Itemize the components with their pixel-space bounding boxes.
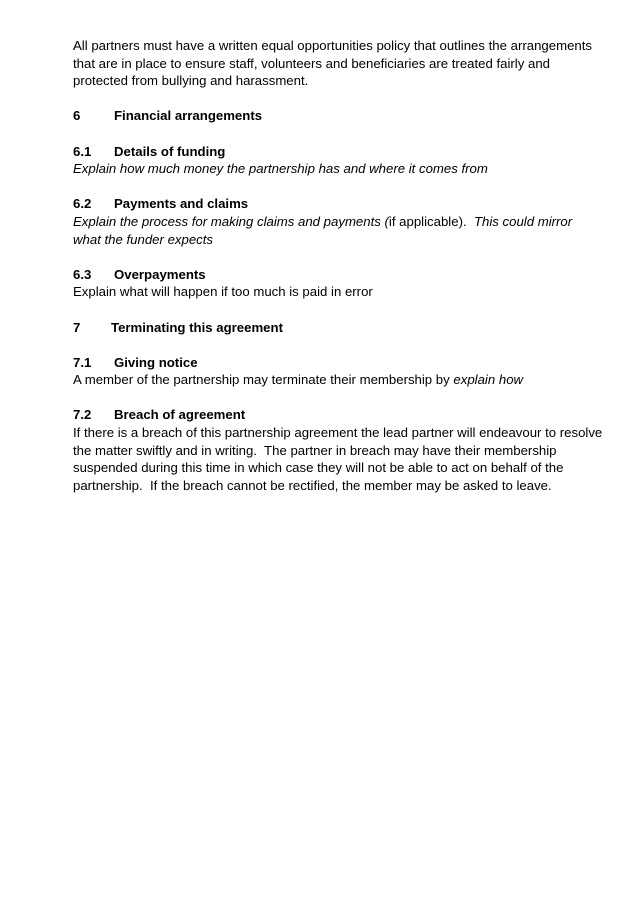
spacer xyxy=(73,301,603,319)
subsection-heading-7-1 xyxy=(73,354,603,372)
guidance-text: This could mirror what the funder expects xyxy=(73,213,573,247)
subsection-body-6-2 xyxy=(73,213,603,248)
body-text: if applicable). xyxy=(388,213,474,229)
subsection-number: 7.1 xyxy=(73,354,92,370)
subsection-heading-7-2 xyxy=(73,406,603,424)
subsection-title: Breach of agreement xyxy=(114,407,246,423)
subsection-heading-6-2 xyxy=(73,195,603,213)
guidance-text: Explain the process for making claims and payments ( xyxy=(73,213,389,229)
subsection-body-7-2: If there is a breach of this partnership agreement the lead partner will endeavour to resolve the matter swiftly and in writing. The partner in breach may have their membership suspended during this time in which case they will not be able to act on behalf of the partnership. If the breach cannot be rectified, the member may be asked to leave. xyxy=(73,425,606,493)
guidance-text: explain how xyxy=(453,372,524,388)
subsection-heading-6-1 xyxy=(73,143,603,161)
guidance-text: Explain how much money the partnership has and where it comes from xyxy=(73,161,488,177)
subsection-number: 6.3 xyxy=(73,266,92,282)
spacer xyxy=(73,125,603,143)
document-page xyxy=(73,37,606,494)
intro-paragraph: All partners must have a written equal opportunities policy that outlines the arrangements that are in place to ensure staff, volunteers and beneficiaries are treated fairly and protected from bullying and harassment. xyxy=(73,38,592,89)
spacer xyxy=(73,336,603,354)
section-title: Financial arrangements xyxy=(114,108,263,124)
spacer xyxy=(73,90,603,108)
section-heading-7 xyxy=(73,319,603,337)
subsection-body-6-1 xyxy=(73,160,603,178)
subsection-body-6-3: Explain what will happen if too much is paid in error xyxy=(73,284,373,300)
spacer xyxy=(73,389,603,407)
section-number: 7 xyxy=(73,319,81,335)
spacer xyxy=(73,178,603,196)
section-heading-6 xyxy=(73,107,603,125)
subsection-title: Giving notice xyxy=(114,354,198,370)
spacer xyxy=(73,248,603,266)
subsection-title: Overpayments xyxy=(114,266,206,282)
subsection-number: 6.1 xyxy=(73,143,92,159)
subsection-title: Payments and claims xyxy=(114,196,249,212)
subsection-heading-6-3 xyxy=(73,266,603,284)
section-title: Terminating this agreement xyxy=(111,319,283,335)
subsection-number: 6.2 xyxy=(73,196,92,212)
subsection-title: Details of funding xyxy=(114,143,226,159)
body-text: A member of the partnership may terminate their membership by xyxy=(73,372,454,388)
subsection-body-7-1 xyxy=(73,371,603,389)
section-number: 6 xyxy=(73,108,81,124)
subsection-number: 7.2 xyxy=(73,407,92,423)
